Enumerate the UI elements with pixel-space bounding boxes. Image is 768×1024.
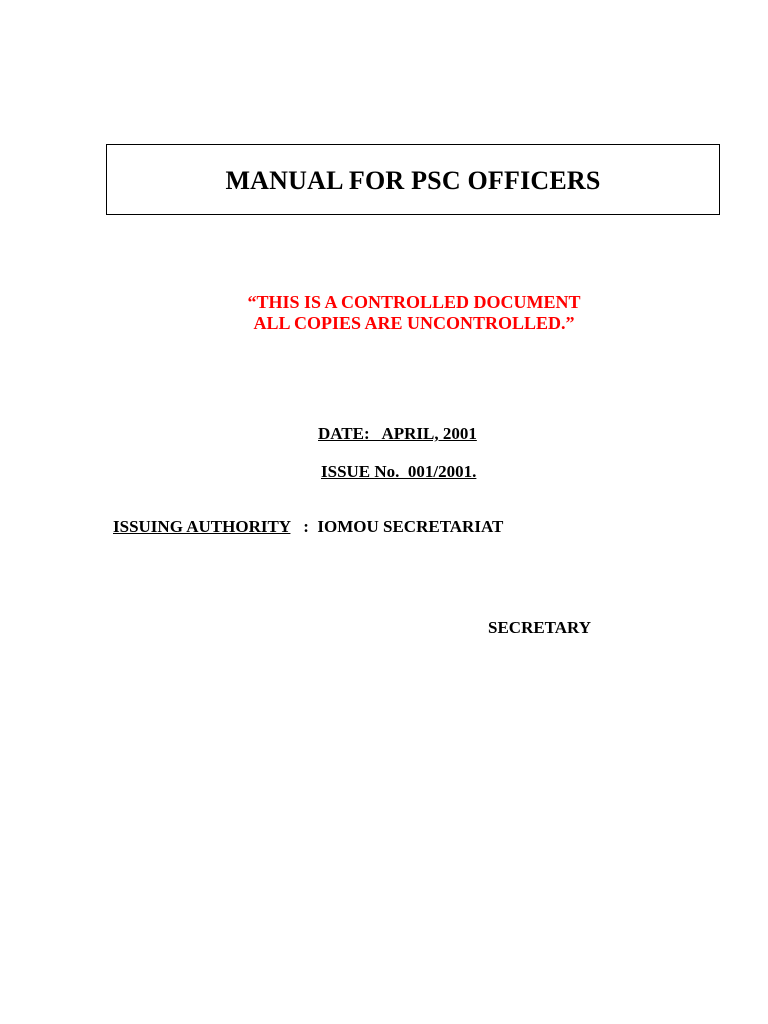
title-box	[106, 144, 720, 215]
document-title: MANUAL FOR PSC OFFICERS	[225, 165, 601, 195]
controlled-notice-line-1: “THIS IS A CONTROLLED DOCUMENT	[247, 292, 581, 312]
issuing-authority-label: ISSUING AUTHORITY	[113, 517, 291, 536]
issuing-authority-separator: :	[290, 517, 318, 536]
issuing-authority	[113, 517, 503, 537]
signatory-title: SECRETARY	[488, 618, 591, 637]
issuing-authority-value: IOMOU SECRETARIAT	[317, 517, 504, 536]
issue-number: ISSUE No. 001/2001.	[321, 462, 477, 481]
controlled-notice-line-2: ALL COPIES ARE UNCONTROLLED.”	[253, 313, 575, 333]
issue-date: DATE: APRIL, 2001	[318, 424, 477, 443]
